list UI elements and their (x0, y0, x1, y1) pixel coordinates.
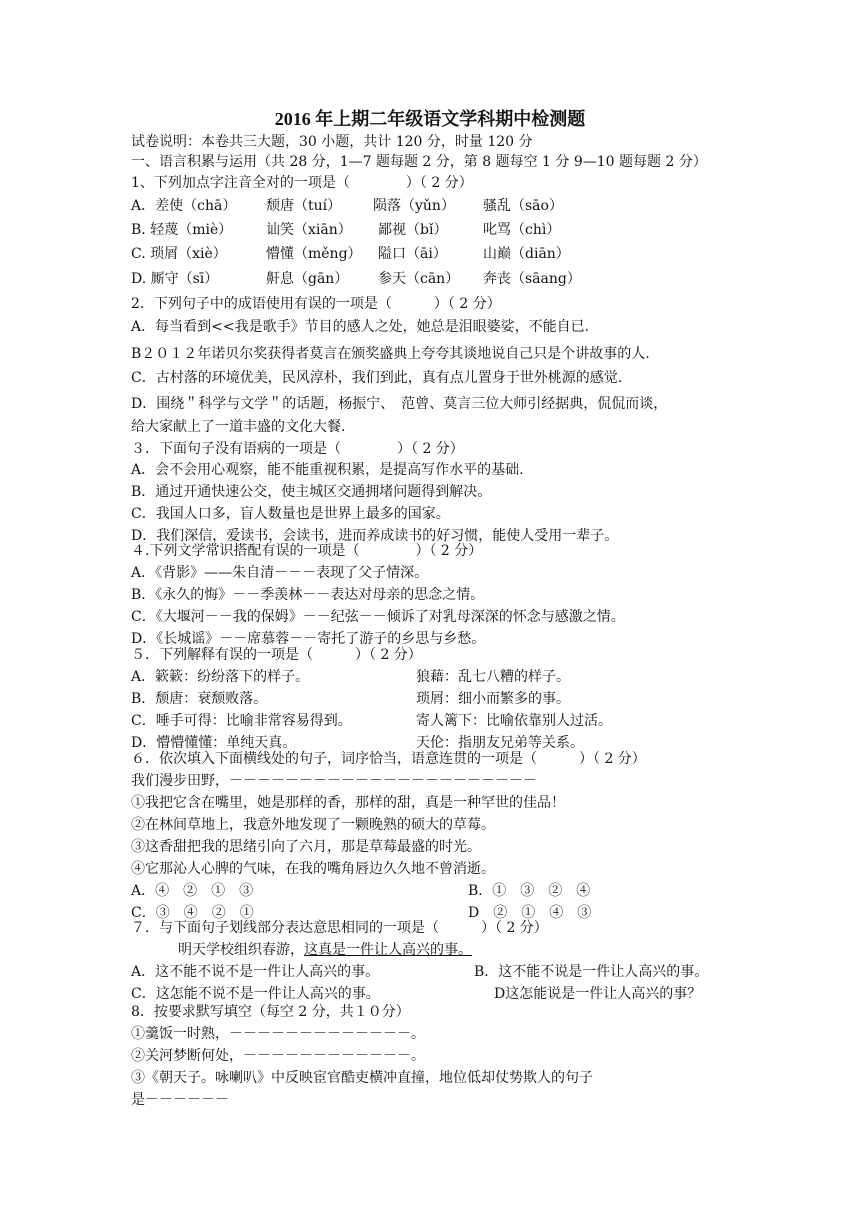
q6-sentence-1: ①我把它含在嘴里，她是那样的香，那样的甜，真是一种罕世的佳品！ (131, 795, 565, 811)
q4-option-c: C．《大堰河－－我的保姆》－－纪弦－－倾诉了对乳母深深的怀念与感激之情。 (131, 609, 625, 625)
question-4-stem: ４.下列文学常识搭配有误的一项是（ ）（ 2 分） (131, 543, 483, 559)
q1-option-b: B. 轻蔑（miè） (131, 222, 233, 238)
q5-option-b-second: 琐屑：细小而繁多的事。 (416, 691, 570, 707)
q1-option-c-word3: 隘口（āi） (378, 246, 447, 262)
q2-option-b: B２０１２年诺贝尔奖获得者莫言在颁奖盛典上夸夸其谈地说自己只是个讲故事的人. (131, 346, 650, 362)
q1-option-b-word3: 鄙视（bǐ） (378, 222, 448, 238)
q1-option-d-word2: 鼾息（gān） (266, 271, 349, 287)
q7-sentence (178, 939, 472, 961)
q1-option-c-word2: 懵懂（měng） (266, 246, 362, 262)
q6-sentence-2: ②在林间草地上，我意外地发现了一颗晚熟的硕大的草莓。 (131, 817, 495, 833)
question-1-stem: 1、下列加点字注音全对的一项是（ ）（ 2 分） (131, 175, 473, 191)
question-6-stem: ６．依次填入下面横线处的句子，词序恰当，语意连贯的一项是（ ）（ 2 分） (131, 751, 646, 767)
question-3-stem: ３．下面句子没有语病的一项是（ ）（ 2 分） (131, 441, 464, 457)
q2-option-a: A．每当看到<<我是歌手》节目的感人之处，她总是泪眼婆娑，不能自已. (131, 319, 590, 335)
q3-option-c: C．我国人口多，盲人数量也是世界上最多的国家。 (131, 506, 450, 522)
q4-option-d: D．《长城谣》－－席慕蓉－－寄托了游子的乡思与乡愁。 (131, 631, 486, 647)
question-7-stem: ７．与下面句子划线部分表达意思相同的一项是（ ）（ 2 分） (131, 920, 548, 936)
question-5-stem: ５．下列解释有误的一项是（ ）（ 2 分） (131, 647, 422, 663)
q1-option-a-word4: 骚乱（sāo） (483, 198, 563, 214)
q2-option-c: C．古村落的环境优美，民风淳朴，我们到此，真有点儿置身于世外桃源的感觉. (131, 370, 623, 386)
q2-option-d: D．围绕＂科学与文学＂的话题，杨振宁、 范曾、莫言三位大师引经据典，侃侃而谈， (131, 396, 668, 412)
q6-option-c: C．③ ④ ② ① (131, 905, 254, 921)
q1-option-d: D. 厮守（sī） (131, 271, 219, 287)
q8-line-3: ③《朝天子。咏喇叭》中反映宦官酷吏横冲直撞，地位低却仗势欺人的句子 (131, 1070, 593, 1086)
question-8-stem: 8．按要求默写填空（每空 2 分，共１０分） (131, 1004, 410, 1020)
q1-option-c-word4: 山巅（diān） (483, 246, 570, 262)
exam-instructions: 试卷说明：本卷共三大题，30 小题，共计 120 分，时量 120 分 (131, 134, 533, 150)
q1-option-d-word3: 参天（cān） (378, 271, 460, 287)
q5-option-b: B．颓唐：衰颓败落。 (131, 691, 268, 707)
q1-option-b-word4: 叱骂（chì） (483, 222, 561, 238)
q7-option-b: B．这不能不说是一件让人高兴的事。 (474, 964, 709, 980)
q5-option-a-second: 狼藉：乱七八糟的样子。 (416, 669, 570, 685)
page-title: 2016 年上期二年级语文学科期中检测题 (274, 109, 586, 129)
q5-option-c-second: 寄人篱下：比喻依靠别人过活。 (416, 713, 612, 729)
q1-option-b-word2: 讪笑（xiān） (266, 222, 352, 238)
q8-line-4: 是－－－－－－ (131, 1092, 229, 1108)
q8-line-2: ②关河梦断何处，－－－－－－－－－－－－。 (131, 1048, 425, 1064)
q2-option-d-cont: 给大家献上了一道丰盛的文化大餐. (131, 419, 346, 435)
q4-option-b: B．《永久的悔》－－季羡林－－表达对母亲的思念之情。 (131, 587, 485, 603)
q8-line-1: ①羹饭一时熟，－－－－－－－－－－－－－。 (131, 1026, 425, 1042)
section-heading: 一、语言积累与运用（共 28 分，1—7 题每题 2 分，第 8 题每空 1 分 9—10 题每题 2 分） (131, 154, 707, 170)
q7-sentence-plain: 明天学校组织春游， (178, 942, 304, 958)
q5-option-d: D．懵懵懂懂：单纯天真。 (131, 735, 297, 751)
q5-option-a: A．簌簌：纷纷落下的样子。 (131, 669, 310, 685)
q3-option-b: B．通过开通快速公交，使主城区交通拥堵问题得到解决。 (131, 484, 492, 500)
q1-option-d-word4: 奔丧（sāang） (483, 271, 581, 287)
q6-sentence-3: ③这香甜把我的思绪引向了六月，那是草莓最盛的时光。 (131, 839, 481, 855)
q6-option-d: D ② ① ④ ③ (468, 905, 592, 921)
q1-option-a-word2: 颓唐（tuí） (266, 198, 342, 214)
q1-option-c: C. 琐屑（xiè） (131, 246, 227, 262)
q3-option-d: D．我们深信，爱读书，会读书，进而养成读书的好习惯，能使人受用一辈子。 (131, 528, 619, 544)
q5-option-d-second: 天伦：指朋友兄弟等关系。 (416, 735, 584, 751)
q5-option-c: C．唾手可得：比喻非常容易得到。 (131, 713, 352, 729)
q7-option-a: A．这不能不说不是一件让人高兴的事。 (131, 964, 380, 980)
q6-option-b: B．① ③ ② ④ (468, 883, 591, 899)
q3-option-a: A．会不会用心观察，能不能重视积累，是提高写作水平的基础. (131, 462, 524, 478)
q4-option-a: A．《背影》——朱自清－－－表现了父子情深。 (131, 565, 429, 581)
q6-option-a: A．④ ② ① ③ (131, 883, 254, 899)
q7-option-c: C．这怎能不说不是一件让人高兴的事。 (131, 986, 380, 1002)
q6-sentence-4: ④它那沁人心脾的气味，在我的嘴角唇边久久地不曾消逝。 (131, 861, 495, 877)
q6-lead-sentence: 我们漫步田野，－－－－－－－－－－－－－－－－－－－－－－ (131, 773, 537, 789)
q1-option-a-word3: 陨落（yǔn） (373, 198, 455, 214)
question-2-stem: 2．下列句子中的成语使用有误的一项是（ ）（ 2 分） (131, 296, 501, 312)
q7-sentence-underlined: 这真是一件让人高兴的事。 (304, 942, 472, 958)
q7-option-d: D这怎能说是一件让人高兴的事？ (494, 986, 702, 1002)
q1-option-a: A．差使（chā） (131, 198, 237, 214)
